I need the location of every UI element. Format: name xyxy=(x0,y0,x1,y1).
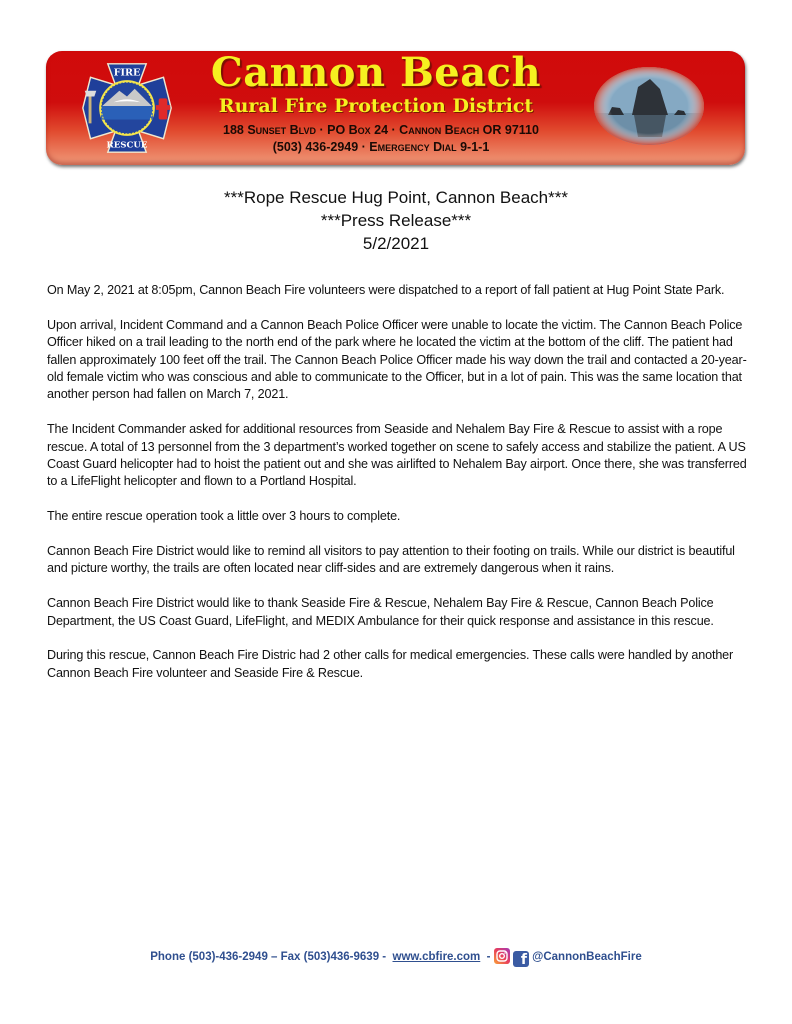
press-release-heading xyxy=(0,186,792,255)
facebook-icon[interactable]: f xyxy=(513,951,529,967)
mailing-address: 188 Sunset Blvd · PO Box 24 · Cannon Beach OR 97110 xyxy=(223,123,539,137)
contact-footer xyxy=(0,948,792,967)
paragraph-safety-reminder: Cannon Beach Fire District would like to remind all visitors to pay attention to their footing on trails. While our district is beautiful and picture worthy, the trails are often located near cliff-sides and are extremely dangerous when it rains. xyxy=(47,544,735,576)
press-release-body xyxy=(47,282,747,700)
release-type-label: ***Press Release*** xyxy=(320,211,472,230)
paragraph-resources: The Incident Commander asked for additional resources from Seaside and Nehalem Bay Fire & Rescue to assist with a rope rescue. A total of 13 personnel from the 3 department’s worked together on scene to safely access and stabilize the patient. A US Coast Guard helicopter had to hoist the patient out and she was airlifted to Nehalem Bay airport. Once there, she was transferred to a LifeFlight helicopter and flown to a Portland Hospital. xyxy=(47,422,747,489)
paragraph-thanks: Cannon Beach Fire District would like to thank Seaside Fire & Rescue, Nehalem Bay Fire & Rescue, Cannon Beach Police Department, the US Coast Guard, LifeFlight, and MEDIX Ambulance for their quick response and assistance in this rescue. xyxy=(47,596,714,628)
separator: - xyxy=(486,951,491,963)
headline: ***Rope Rescue Hug Point, Cannon Beach*** xyxy=(223,188,568,207)
svg-text:RESCUE: RESCUE xyxy=(106,140,148,151)
paragraph-duration: The entire rescue operation took a little over 3 hours to complete. xyxy=(47,509,401,524)
organization-name: Cannon Beach xyxy=(210,51,542,96)
letterhead-banner xyxy=(46,51,745,165)
phone-emergency-line: (503) 436-2949 · Emergency Dial 9-1-1 xyxy=(272,140,490,154)
release-date: 5/2/2021 xyxy=(362,234,430,253)
website-link[interactable]: www.cbfire.com xyxy=(392,951,481,963)
haystack-rock-photo xyxy=(594,67,704,145)
haystack-rock-icon xyxy=(594,67,704,145)
paragraph-arrival: Upon arrival, Incident Command and a Cannon Beach Police Officer were unable to locate the victim. The Cannon Beach Police Officer hiked on a trail leading to the north end of the park where he located the victim at the bottom of the cliff. The patient had fallen approximately 100 feet off the trail. The Cannon Beach Police Officer made his way down the trail and contacted a 20-year-old female victim who was conscious and able to communicate to the Officer, but in a lot of pain. This was the same location that another person had fallen on March 7, 2021. xyxy=(47,317,747,402)
paragraph-other-calls: During this rescue, Cannon Beach Fire Distric had 2 other calls for medical emergencies. These calls were handled by another Cannon Beach Fire volunteer and Seaside Fire & Rescue. xyxy=(47,648,734,680)
organization-subtitle: Rural Fire Protection District xyxy=(218,95,534,117)
fire-rescue-seal-icon xyxy=(79,60,175,156)
social-handle[interactable]: @CannonBeachFire xyxy=(532,951,642,963)
instagram-icon[interactable] xyxy=(494,948,510,964)
paragraph-dispatch: On May 2, 2021 at 8:05pm, Cannon Beach Fire volunteers were dispatched to a report of fall patient at Hug Point State Park. xyxy=(47,283,725,297)
phone-fax: Phone (503)-436-2949 – Fax (503)436-9639 - xyxy=(150,951,387,963)
svg-text:FIRE: FIRE xyxy=(113,67,141,79)
